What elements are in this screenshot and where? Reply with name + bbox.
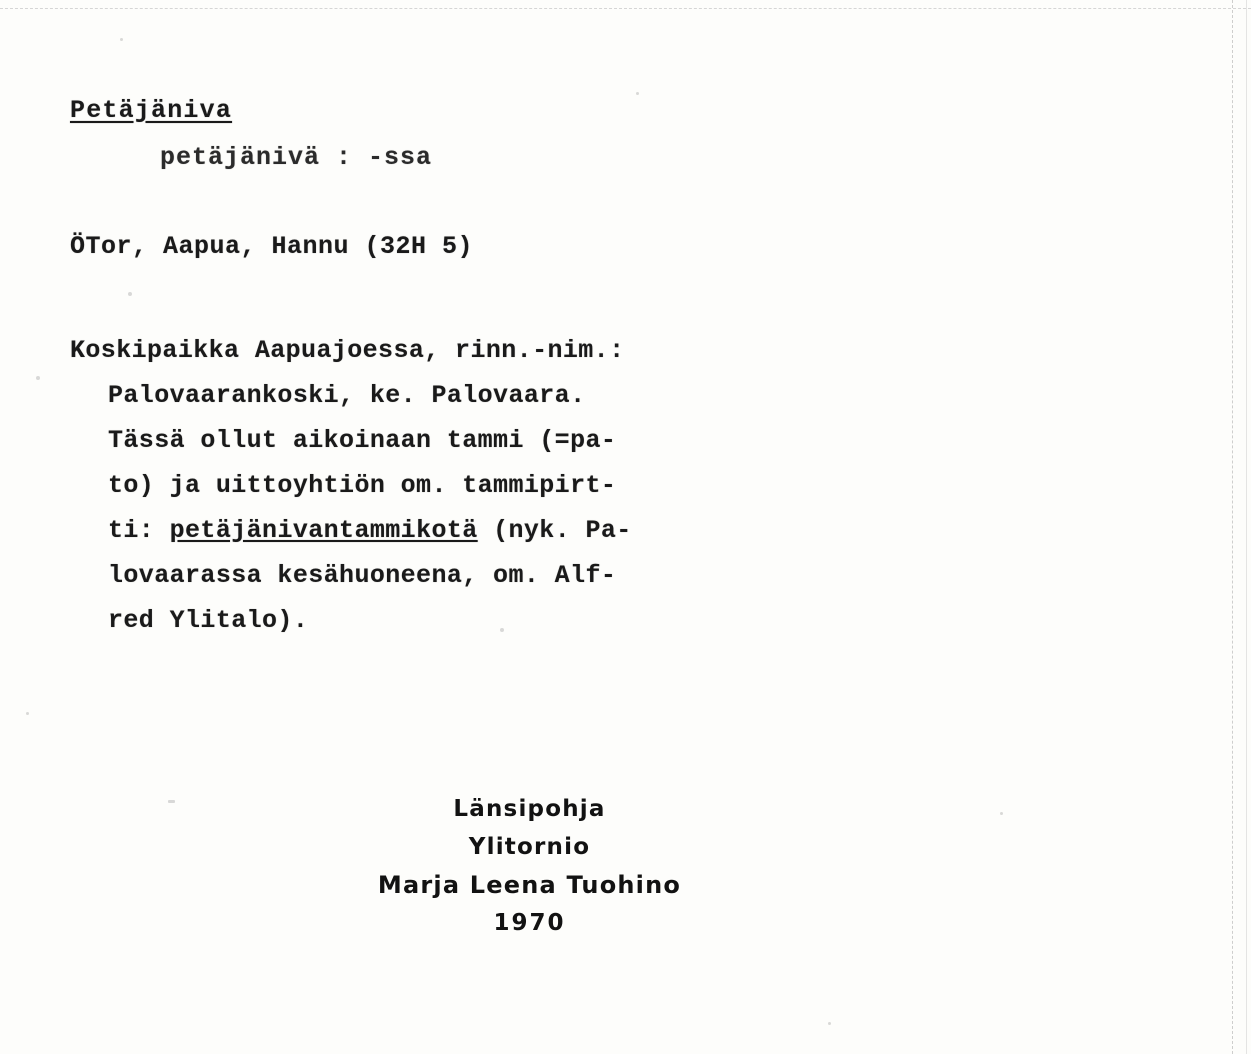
description-line: Palovaarankoski, ke. Palovaara.: [108, 381, 586, 410]
description-line-underlined: [70, 508, 830, 553]
line-suffix: (nyk. Pa-: [477, 516, 632, 545]
description-block: [70, 328, 830, 643]
headword: Petäjäniva: [70, 96, 233, 125]
scan-speck: [36, 376, 40, 380]
description-line: Koskipaikka Aapuajoessa, rinn.-nim.:: [70, 336, 625, 365]
description-line: Tässä ollut aikoinaan tammi (=pa-: [108, 426, 617, 455]
scan-speck: [26, 712, 29, 715]
footer-region: Länsipohja: [453, 796, 606, 822]
scan-edge-top: [0, 8, 1251, 10]
description-line: red Ylitalo).: [108, 606, 309, 635]
line-prefix: ti:: [108, 516, 170, 545]
source-reference: ÖTor, Aapua, Hannu (32H 5): [70, 232, 474, 261]
footer-collector: Marja Leena Tuohino: [377, 871, 682, 899]
scan-speck: [128, 292, 132, 296]
card-footer: [0, 790, 1251, 942]
underlined-name: petäjänivantammikotä: [169, 516, 478, 545]
scan-speck: [120, 38, 123, 41]
description-line: to) ja uittoyhtiön om. tammipirt-: [108, 471, 617, 500]
footer-municipality: Ylitornio: [468, 834, 591, 860]
scan-speck: [636, 92, 639, 95]
description-line: lovaarassa kesähuoneena, om. Alf-: [108, 561, 617, 590]
inflection-form: petäjänivä : -ssa: [160, 143, 433, 172]
footer-year: 1970: [493, 910, 566, 936]
scan-speck: [828, 1022, 831, 1025]
